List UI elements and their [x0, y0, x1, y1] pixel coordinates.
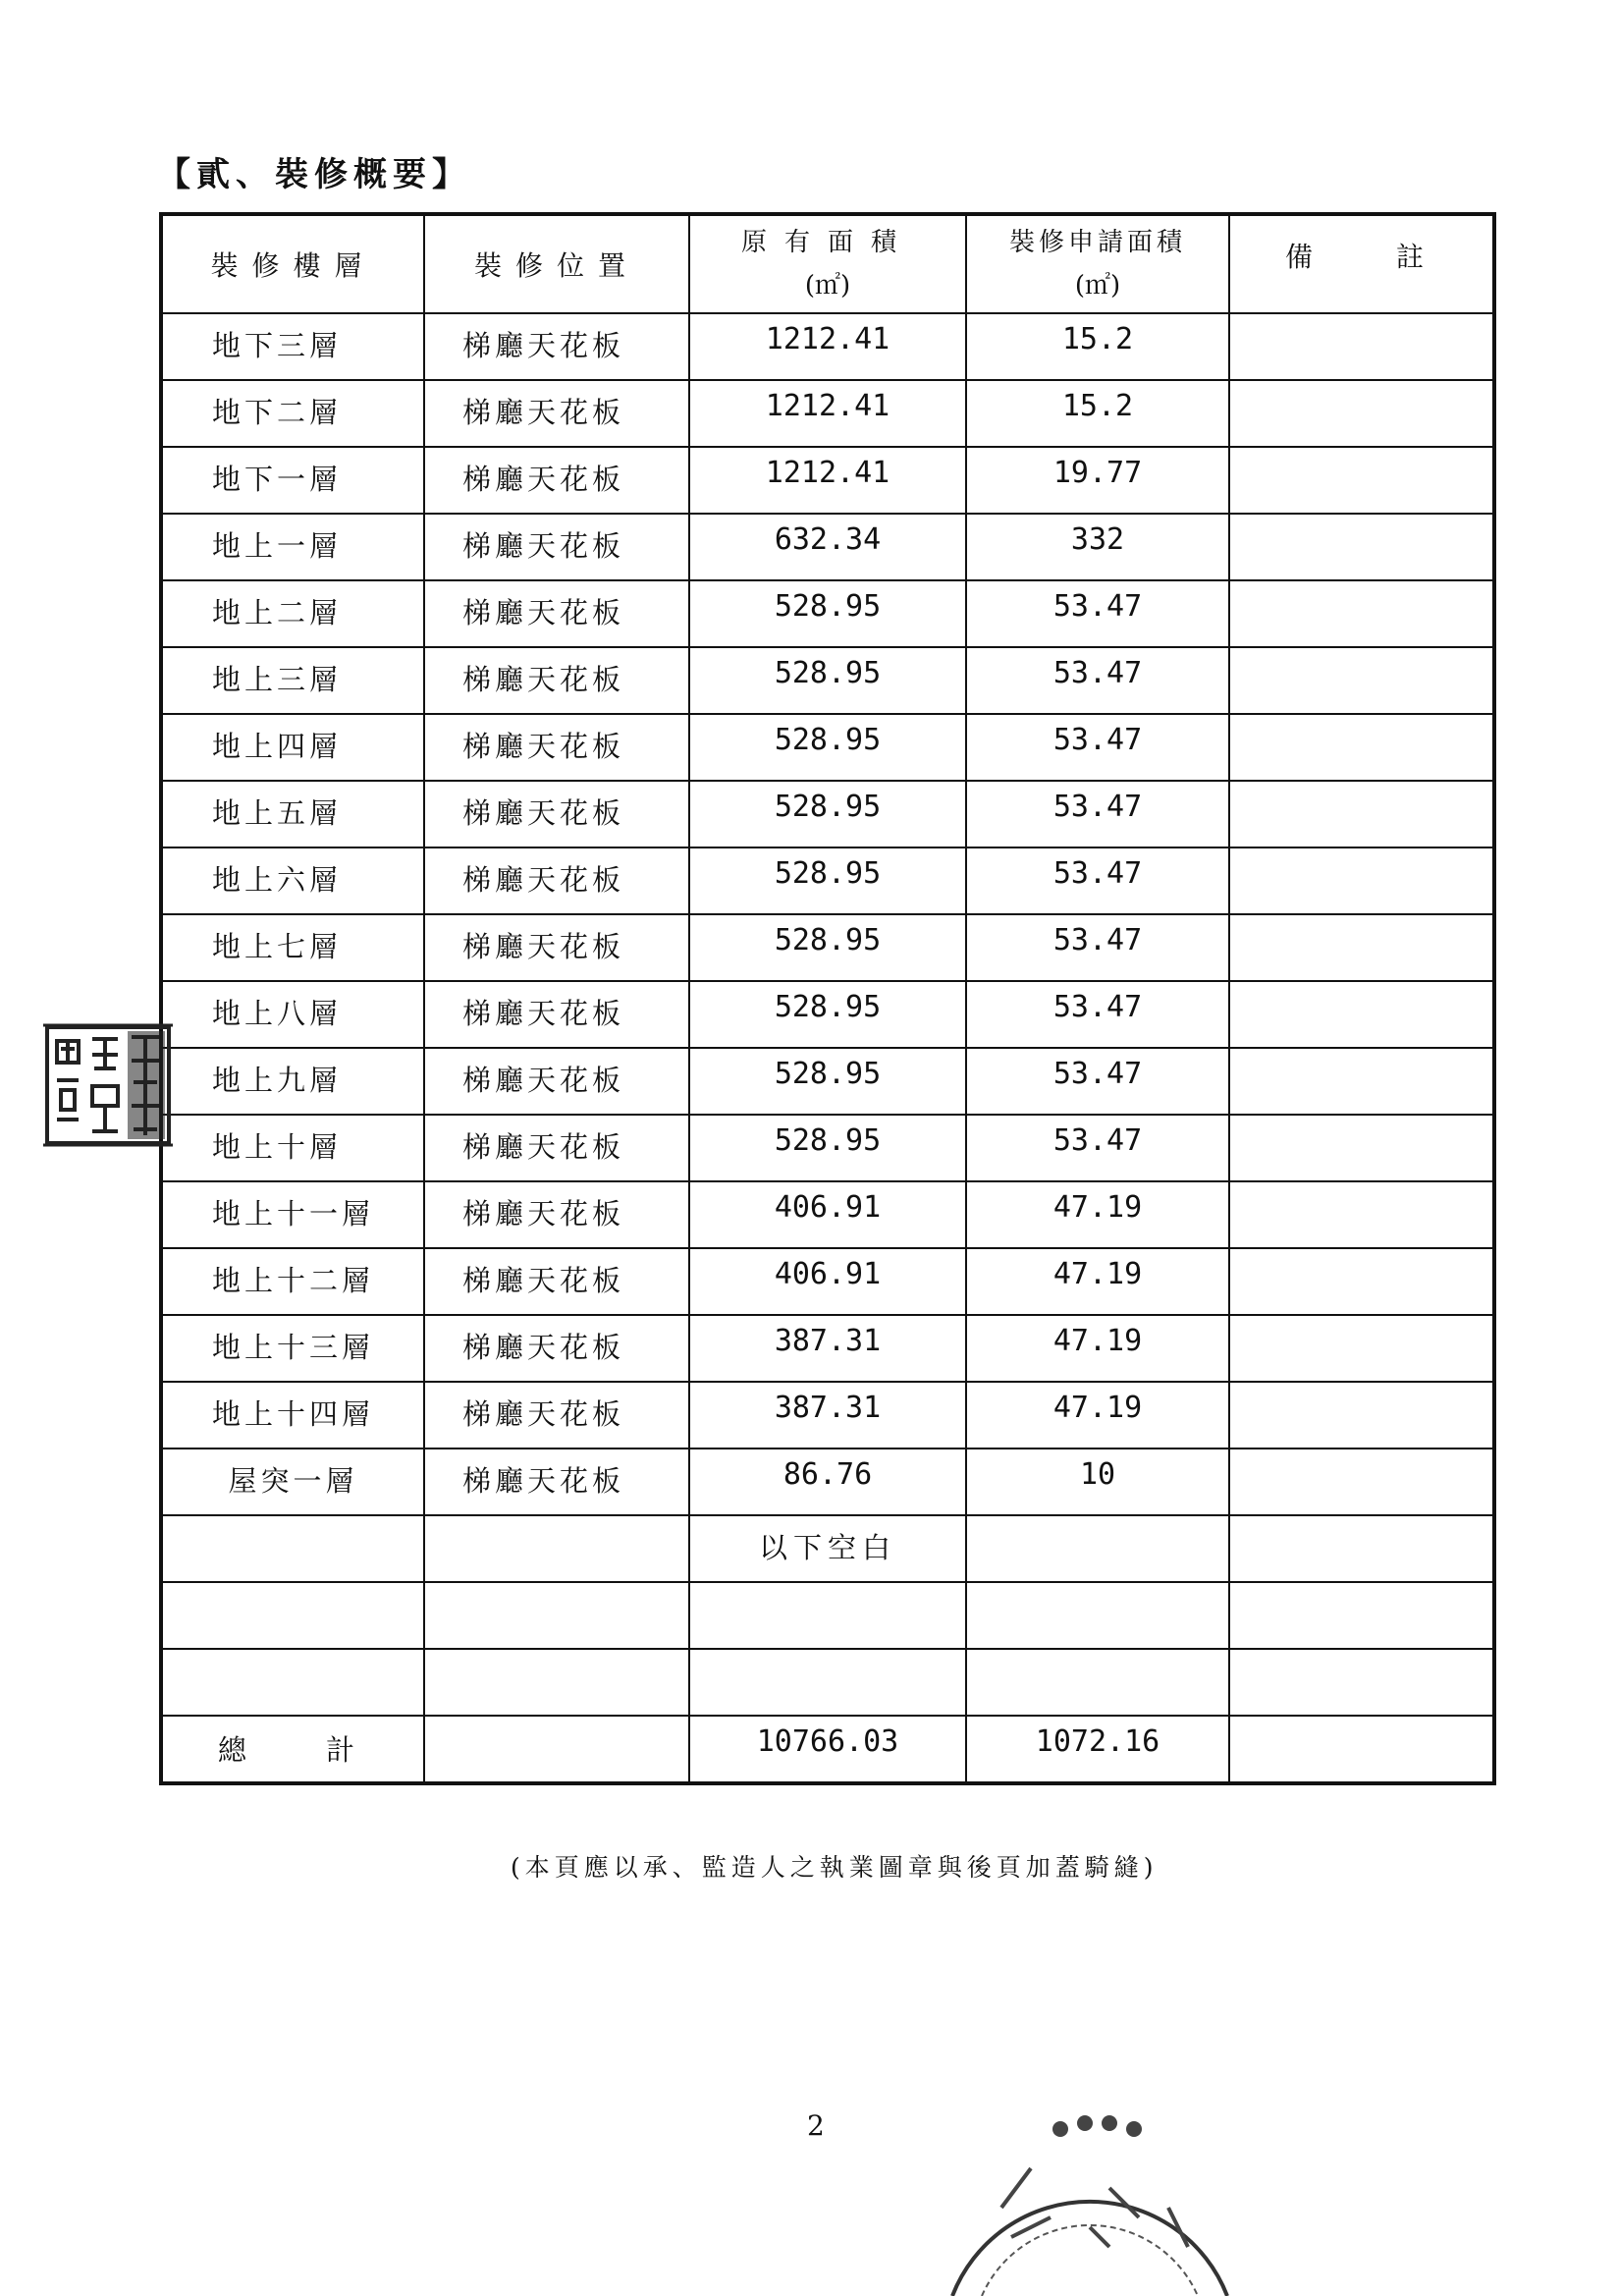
- cell-floor: 地上二層: [161, 580, 424, 647]
- cell-floor: 地上四層: [161, 714, 424, 781]
- table-row-empty: [161, 1582, 1494, 1649]
- cell-original-area: 387.31: [689, 1315, 966, 1382]
- cell-applied-area: 53.47: [966, 1048, 1229, 1115]
- table-row: [161, 1048, 1494, 1115]
- cell-note: [1229, 1382, 1494, 1449]
- table-row: [161, 647, 1494, 714]
- cell-original-area: 528.95: [689, 847, 966, 914]
- total-label: 總 計: [161, 1716, 424, 1783]
- table-row: [161, 914, 1494, 981]
- cell-applied-area: 15.2: [966, 313, 1229, 380]
- cell-floor: 地上十三層: [161, 1315, 424, 1382]
- cell-applied-area: 53.47: [966, 1115, 1229, 1181]
- table-row: [161, 1248, 1494, 1315]
- cell-floor: 地上六層: [161, 847, 424, 914]
- cell-floor: 地上三層: [161, 647, 424, 714]
- cell-floor: 地上十一層: [161, 1181, 424, 1248]
- cell-original-area: 528.95: [689, 914, 966, 981]
- cell-applied-area: 47.19: [966, 1315, 1229, 1382]
- header-floor: 裝修樓層: [161, 214, 424, 313]
- cell-position: 梯廳天花板: [424, 1048, 689, 1115]
- cell-note: [1229, 981, 1494, 1048]
- header-applied-area: [966, 214, 1229, 313]
- cell-note: [1229, 1115, 1494, 1181]
- cell-original-area: 632.34: [689, 514, 966, 580]
- cell-note: [1229, 781, 1494, 847]
- cell-note: [1229, 1181, 1494, 1248]
- cell-applied-area: 53.47: [966, 981, 1229, 1048]
- cell-floor: 地下一層: [161, 447, 424, 514]
- cell-floor: 地上十四層: [161, 1382, 424, 1449]
- cell-position: 梯廳天花板: [424, 714, 689, 781]
- cell-applied-area: 19.77: [966, 447, 1229, 514]
- cell-applied-area: 47.19: [966, 1181, 1229, 1248]
- cell-original-area: 1212.41: [689, 380, 966, 447]
- cell-floor: 地上十二層: [161, 1248, 424, 1315]
- footnote: (本頁應以承、監造人之執業圖章與後頁加蓋騎縫): [511, 1853, 1159, 1882]
- table-row: [161, 380, 1494, 447]
- table-row: [161, 1115, 1494, 1181]
- cell-note: [1229, 1449, 1494, 1515]
- cell-note: [1229, 1248, 1494, 1315]
- cell-note: [1229, 714, 1494, 781]
- table-row: [161, 1382, 1494, 1449]
- cell-note: [1229, 447, 1494, 514]
- cell-original-area: 406.91: [689, 1248, 966, 1315]
- cell-original-area: 1212.41: [689, 447, 966, 514]
- cell-applied-area: 53.47: [966, 580, 1229, 647]
- cell-note: [1229, 580, 1494, 647]
- cell-floor: 地下三層: [161, 313, 424, 380]
- cell-note: [1229, 847, 1494, 914]
- table-row: [161, 847, 1494, 914]
- cell-applied-area: 53.47: [966, 714, 1229, 781]
- table-row: [161, 447, 1494, 514]
- header-applied-area-title: 裝修申請面積: [1008, 228, 1186, 257]
- cell-floor: 地上八層: [161, 981, 424, 1048]
- table-row: [161, 981, 1494, 1048]
- cell-floor: 地上十層: [161, 1115, 424, 1181]
- cell-note: [1229, 313, 1494, 380]
- cell-note: [1229, 914, 1494, 981]
- cell-original-area: 406.91: [689, 1181, 966, 1248]
- header-original-area: [689, 214, 966, 313]
- total-original-area: 10766.03: [689, 1716, 966, 1783]
- round-stamp-icon: [943, 2090, 1237, 2296]
- cell-position: 梯廳天花板: [424, 914, 689, 981]
- cell-position: 梯廳天花板: [424, 447, 689, 514]
- cell-position: 梯廳天花板: [424, 1115, 689, 1181]
- cell-position: 梯廳天花板: [424, 514, 689, 580]
- cell-position: 梯廳天花板: [424, 647, 689, 714]
- cell-original-area: 528.95: [689, 580, 966, 647]
- table-row: [161, 781, 1494, 847]
- cell-position: 梯廳天花板: [424, 847, 689, 914]
- cell-floor: 地下二層: [161, 380, 424, 447]
- cell-applied-area: 53.47: [966, 781, 1229, 847]
- cell-original-area: 528.95: [689, 781, 966, 847]
- cell-position: 梯廳天花板: [424, 313, 689, 380]
- page-number: 2: [807, 2109, 825, 2142]
- header-original-area-unit: (㎡): [804, 271, 851, 301]
- cell-original-area: 86.76: [689, 1449, 966, 1515]
- cell-floor: 地上五層: [161, 781, 424, 847]
- cell-floor: 屋突一層: [161, 1449, 424, 1515]
- section-title: 【貳、裝修概要】: [157, 155, 471, 194]
- blank-marker: 以下空白: [689, 1515, 966, 1582]
- total-applied-area: 1072.16: [966, 1716, 1229, 1783]
- cell-position: 梯廳天花板: [424, 781, 689, 847]
- header-applied-area-unit: (㎡): [1074, 271, 1121, 301]
- cell-applied-area: 10: [966, 1449, 1229, 1515]
- cell-original-area: 528.95: [689, 714, 966, 781]
- cell-note: [1229, 380, 1494, 447]
- table-row-empty: [161, 1649, 1494, 1716]
- cell-position: 梯廳天花板: [424, 1248, 689, 1315]
- cell-position: 梯廳天花板: [424, 1315, 689, 1382]
- cell-applied-area: 47.19: [966, 1382, 1229, 1449]
- cell-note: [1229, 647, 1494, 714]
- cell-position: 梯廳天花板: [424, 1181, 689, 1248]
- table-row: [161, 714, 1494, 781]
- renovation-summary-table: [159, 212, 1496, 1785]
- cell-applied-area: 53.47: [966, 847, 1229, 914]
- table-row: [161, 514, 1494, 580]
- cell-applied-area: 47.19: [966, 1248, 1229, 1315]
- cell-floor: 地上一層: [161, 514, 424, 580]
- cell-position: 梯廳天花板: [424, 1382, 689, 1449]
- table-row: [161, 1181, 1494, 1248]
- cell-applied-area: 53.47: [966, 914, 1229, 981]
- cell-original-area: 1212.41: [689, 313, 966, 380]
- cell-applied-area: 15.2: [966, 380, 1229, 447]
- cell-note: [1229, 1315, 1494, 1382]
- table-row-total: [161, 1716, 1494, 1783]
- table-row: [161, 313, 1494, 380]
- cell-note: [1229, 514, 1494, 580]
- cell-floor: 地上七層: [161, 914, 424, 981]
- table-header-row: [161, 214, 1494, 313]
- architect-seal-icon: [43, 1021, 173, 1149]
- cell-original-area: 528.95: [689, 1048, 966, 1115]
- cell-position: 梯廳天花板: [424, 981, 689, 1048]
- header-original-area-title: 原有面積: [740, 228, 914, 257]
- table-row: [161, 1449, 1494, 1515]
- table-row-blank-marker: [161, 1515, 1494, 1582]
- cell-position: 梯廳天花板: [424, 580, 689, 647]
- cell-applied-area: 332: [966, 514, 1229, 580]
- cell-position: 梯廳天花板: [424, 380, 689, 447]
- cell-original-area: 528.95: [689, 981, 966, 1048]
- cell-original-area: 387.31: [689, 1382, 966, 1449]
- cell-position: 梯廳天花板: [424, 1449, 689, 1515]
- table-row: [161, 580, 1494, 647]
- cell-floor: 地上九層: [161, 1048, 424, 1115]
- cell-applied-area: 53.47: [966, 647, 1229, 714]
- header-position: 裝修位置: [424, 214, 689, 313]
- cell-original-area: 528.95: [689, 647, 966, 714]
- header-note: 備 註: [1229, 214, 1494, 313]
- cell-original-area: 528.95: [689, 1115, 966, 1181]
- cell-note: [1229, 1048, 1494, 1115]
- table-row: [161, 1315, 1494, 1382]
